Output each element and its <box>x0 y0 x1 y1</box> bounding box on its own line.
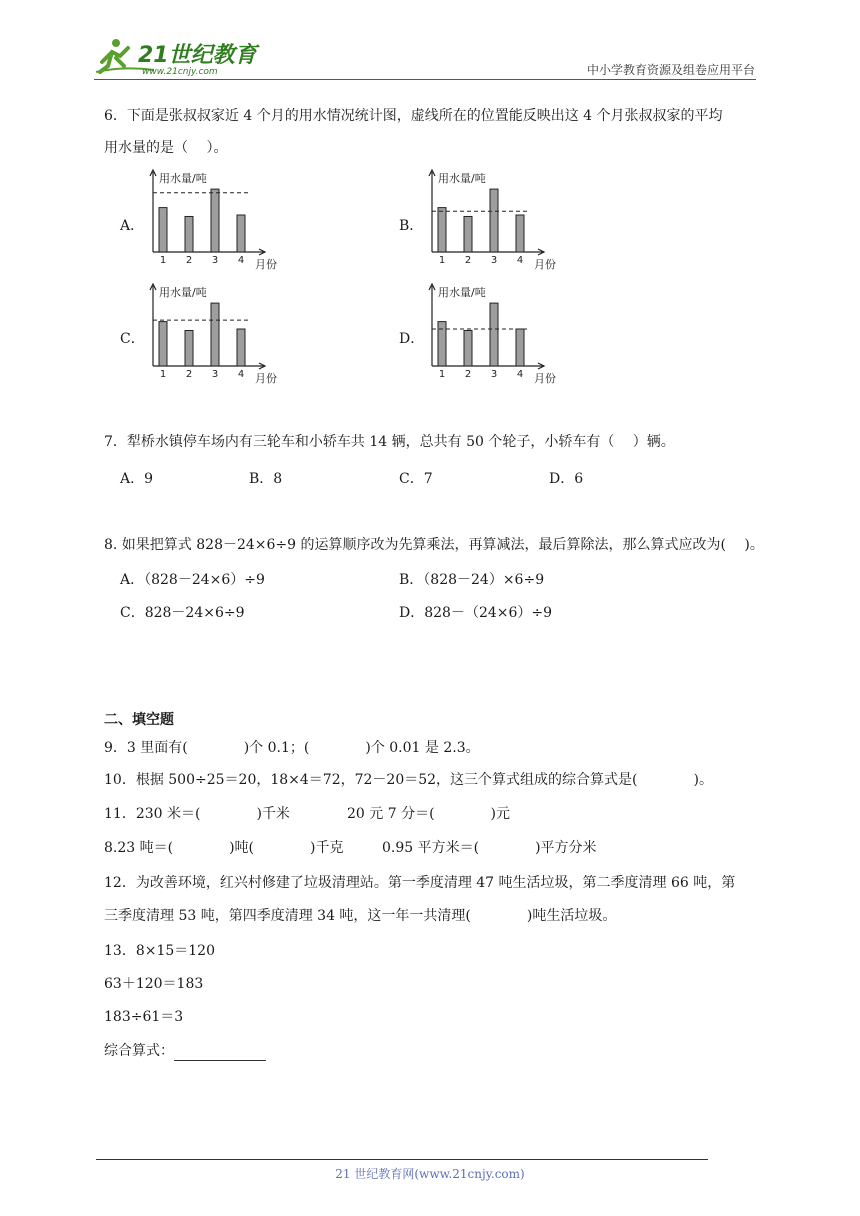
tick-label-4: 4 <box>516 369 524 380</box>
q13-answer-label: 综合算式： <box>104 1043 174 1059</box>
tick-label-1: 1 <box>159 369 167 380</box>
q8-option-c: C．828－24×6÷9 <box>120 605 245 621</box>
q6-line2: 用水量的是（ ）。 <box>104 140 228 156</box>
header-divider <box>94 79 756 80</box>
y-axis-label: 用水量/吨 <box>159 172 207 185</box>
q13-line3: 183÷61＝3 <box>104 1009 184 1025</box>
bar-month-4 <box>516 329 524 366</box>
q11-part2: 20 元 7 分＝( )元 <box>347 806 510 822</box>
q11-part4: 0.95 平方米＝( )平方分米 <box>382 840 597 856</box>
q6-chart-a <box>143 168 293 274</box>
tick-label-4: 4 <box>237 255 245 266</box>
q8-option-d: D．828－（24×6）÷9 <box>399 605 553 621</box>
tick-label-3: 3 <box>490 255 498 266</box>
bar-month-3 <box>211 303 219 366</box>
q6-chart-c <box>143 282 293 388</box>
y-axis-label: 用水量/吨 <box>159 286 207 299</box>
q11-part1: 11．230 米＝( )千米 <box>104 806 290 822</box>
q12-line2: 三季度清理 53 吨，第四季度清理 34 吨，这一年一共清理( )吨生活垃圾。 <box>104 908 617 924</box>
q13-line2: 63＋120＝183 <box>104 976 204 992</box>
tick-label-2: 2 <box>464 369 472 380</box>
q12-line1: 12．为改善环境，红兴村修建了垃圾清理站。第一季度清理 47 吨生活垃圾，第二季度清理 66 吨，第 <box>104 875 736 891</box>
chart-svg <box>143 282 293 384</box>
tick-label-4: 4 <box>237 369 245 380</box>
header-platform-text: 中小学教育资源及组卷应用平台 <box>586 63 755 77</box>
bar-month-1 <box>159 322 167 366</box>
bar-month-2 <box>464 216 472 252</box>
section-title-fill-in: 二、填空题 <box>104 712 174 728</box>
q7-text: 7．犁桥水镇停车场内有三轮车和小轿车共 14 辆，总共有 50 个轮子，小轿车有（ ）辆。 <box>104 434 675 450</box>
bar-month-3 <box>490 303 498 366</box>
bar-month-2 <box>185 330 193 366</box>
bar-month-3 <box>490 189 498 252</box>
bar-month-2 <box>464 330 472 366</box>
q13-answer-blank[interactable] <box>174 1046 266 1061</box>
logo-wordmark: 21世纪教育 <box>138 43 257 68</box>
tick-label-1: 1 <box>438 255 446 266</box>
q6-option-b-label: B． <box>399 218 424 234</box>
chart-svg <box>143 168 293 270</box>
tick-label-1: 1 <box>159 255 167 266</box>
tick-label-3: 3 <box>211 369 219 380</box>
bar-month-1 <box>438 322 446 366</box>
x-axis-label: 月份 <box>255 372 277 384</box>
site-logo <box>94 36 264 78</box>
q7-option-a: A．9 <box>120 471 154 487</box>
bar-month-3 <box>211 189 219 252</box>
q8-text: 8. 如果把算式 828－24×6÷9 的运算顺序改为先算乘法，再算减法，最后算除法，那么算式应改为( )。 <box>104 537 764 553</box>
tick-label-2: 2 <box>185 255 193 266</box>
bar-month-4 <box>237 329 245 366</box>
q6-chart-d <box>422 282 572 388</box>
tick-label-2: 2 <box>185 369 193 380</box>
bar-month-2 <box>185 216 193 252</box>
q6-option-a-label: A． <box>120 218 145 234</box>
logo-url: www.21cnjy.com <box>142 67 218 77</box>
footer-divider <box>96 1159 708 1160</box>
q13-line1: 13．8×15＝120 <box>104 943 215 959</box>
q6-chart-b <box>422 168 572 274</box>
bar-month-4 <box>237 215 245 252</box>
q8-option-b: B．（828－24）×6÷9 <box>399 572 545 588</box>
q6-option-c-label: C． <box>120 331 145 347</box>
x-axis-label: 月份 <box>255 258 277 270</box>
tick-label-3: 3 <box>490 369 498 380</box>
chart-svg <box>422 282 572 384</box>
q9-text: 9．3 里面有( )个 0.1；( )个 0.01 是 2.3。 <box>104 740 480 756</box>
tick-label-2: 2 <box>464 255 472 266</box>
q7-option-b: B．8 <box>249 471 283 487</box>
y-axis-label: 用水量/吨 <box>438 286 486 299</box>
q6-option-d-label: D． <box>399 331 425 347</box>
tick-label-1: 1 <box>438 369 446 380</box>
q10-text: 10．根据 500÷25＝20，18×4＝72，72－20＝52，这三个算式组成的综合算式是( )。 <box>104 772 713 788</box>
q8-option-a: A．（828－24×6）÷9 <box>120 572 265 588</box>
q7-option-c: C．7 <box>399 471 433 487</box>
bar-month-1 <box>438 208 446 252</box>
x-axis-label: 月份 <box>534 372 556 384</box>
tick-label-3: 3 <box>211 255 219 266</box>
y-axis-label: 用水量/吨 <box>438 172 486 185</box>
q13-answer-row <box>104 1041 266 1061</box>
q7-option-d: D．6 <box>549 471 584 487</box>
tick-label-4: 4 <box>516 255 524 266</box>
bar-month-1 <box>159 208 167 252</box>
x-axis-label: 月份 <box>534 258 556 270</box>
chart-svg <box>422 168 572 270</box>
bar-month-4 <box>516 215 524 252</box>
q11-part3: 8.23 吨＝( )吨( )千克 <box>104 840 344 856</box>
q6-line1: 6．下面是张叔叔家近 4 个月的用水情况统计图，虚线所在的位置能反映出这 4 个月张叔叔家的平均 <box>104 108 723 124</box>
footer-text: 21 世纪教育网(www.21cnjy.com) <box>335 1167 525 1181</box>
